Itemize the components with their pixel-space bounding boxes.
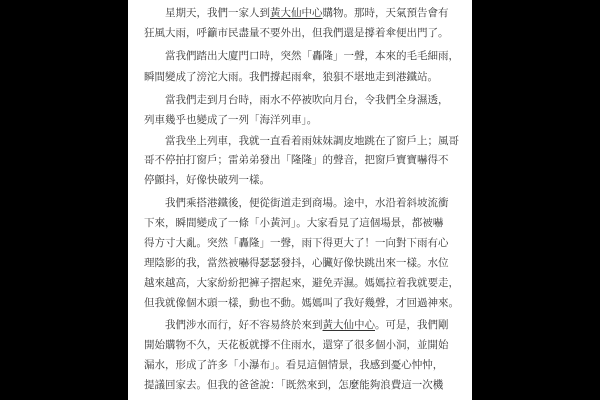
text-segment: 星期天，我們一家人到	[144, 7, 270, 19]
text-segment: 下來，瞬間變成了一條「小黃河」。大家看見了這個場景，都被嚇	[144, 217, 444, 229]
text-segment: 當我坐上列車，我就一直看着雨妹妹調皮地跳在了窗戶上；風哥	[144, 135, 459, 147]
text-segment: 當我們踏出大廈門口時，突然「轟隆」一聲，本來的毛毛細雨，	[144, 50, 459, 62]
text-line	[144, 378, 443, 392]
text-line	[144, 93, 449, 107]
text-line	[144, 49, 459, 63]
text-line	[144, 338, 449, 352]
text-line	[144, 296, 459, 310]
text-line	[144, 113, 317, 127]
text-segment: 漏水，形成了許多「小瀑布」。看見這個情景，我感到憂心忡忡，	[144, 359, 444, 371]
text-line	[144, 276, 459, 290]
text-segment: 開始購物不久，天花板就撐不住雨水，還穿了很多個小洞，並開始	[144, 339, 449, 351]
text-line	[144, 358, 443, 372]
text-segment: 我們乘搭港鐵後，便從街道走到商場。途中，水沿着斜坡流衝	[144, 197, 449, 209]
text-line	[144, 6, 449, 20]
text-line	[144, 256, 449, 270]
text-line	[144, 70, 438, 84]
text-line	[144, 173, 270, 187]
text-segment: 瞬間變成了滂沱大雨。我們撐起雨傘，狼狽不堪地走到港鐵站。	[144, 71, 438, 83]
text-segment: 狂風大雨，呼籲市民盡量不要外出，但我們還是撐着傘便出門了。	[144, 27, 449, 39]
text-segment: 停顫抖，好像快破列一樣。	[144, 174, 270, 186]
text-line	[144, 134, 459, 148]
place-name-underlined: 黃大仙中心	[270, 7, 323, 19]
text-line	[144, 26, 449, 40]
text-segment: 我們涉水而行，好不容易終於來到	[144, 319, 323, 331]
text-segment: 列車幾乎也變成了一列「海洋列車」。	[144, 114, 318, 126]
text-segment: 。可是，我們剛	[375, 319, 449, 331]
text-segment: 哥不停拍打窗戶；雷弟弟發出「隆隆」的聲音，把窗戶寶寶嚇得不	[144, 154, 449, 166]
place-name-underlined: 黃大仙中心	[322, 319, 375, 331]
text-line	[144, 236, 449, 250]
text-line	[144, 216, 443, 230]
text-line	[144, 196, 449, 210]
document-page	[128, 0, 472, 400]
text-line	[144, 318, 449, 332]
text-segment: 購物。那時，天氣預告會有	[322, 7, 449, 19]
text-segment: 當我們走到月台時，雨水不停被吹向月台，令我們全身濕透，	[144, 94, 449, 106]
text-segment: 但我就像個木頭一樣，動也不動。媽媽叫了我好幾聲，才回過神來。	[144, 297, 459, 309]
text-segment: 越來越高，大家紛紛把褲子摺起來，避免弄濕。媽媽拉着我就要走，	[144, 277, 459, 289]
text-line	[144, 153, 449, 167]
text-segment: 理陰影的我，當然被嚇得瑟瑟發抖，心臟好像快跳出來一樣。水位	[144, 257, 449, 269]
text-segment: 得方寸大亂。突然「轟隆」一聲，雨下得更大了！一向對下雨有心	[144, 237, 449, 249]
text-segment: 提議回家去。但我的爸爸說：「既然來到，怎麼能夠浪費這一次機	[144, 379, 444, 391]
